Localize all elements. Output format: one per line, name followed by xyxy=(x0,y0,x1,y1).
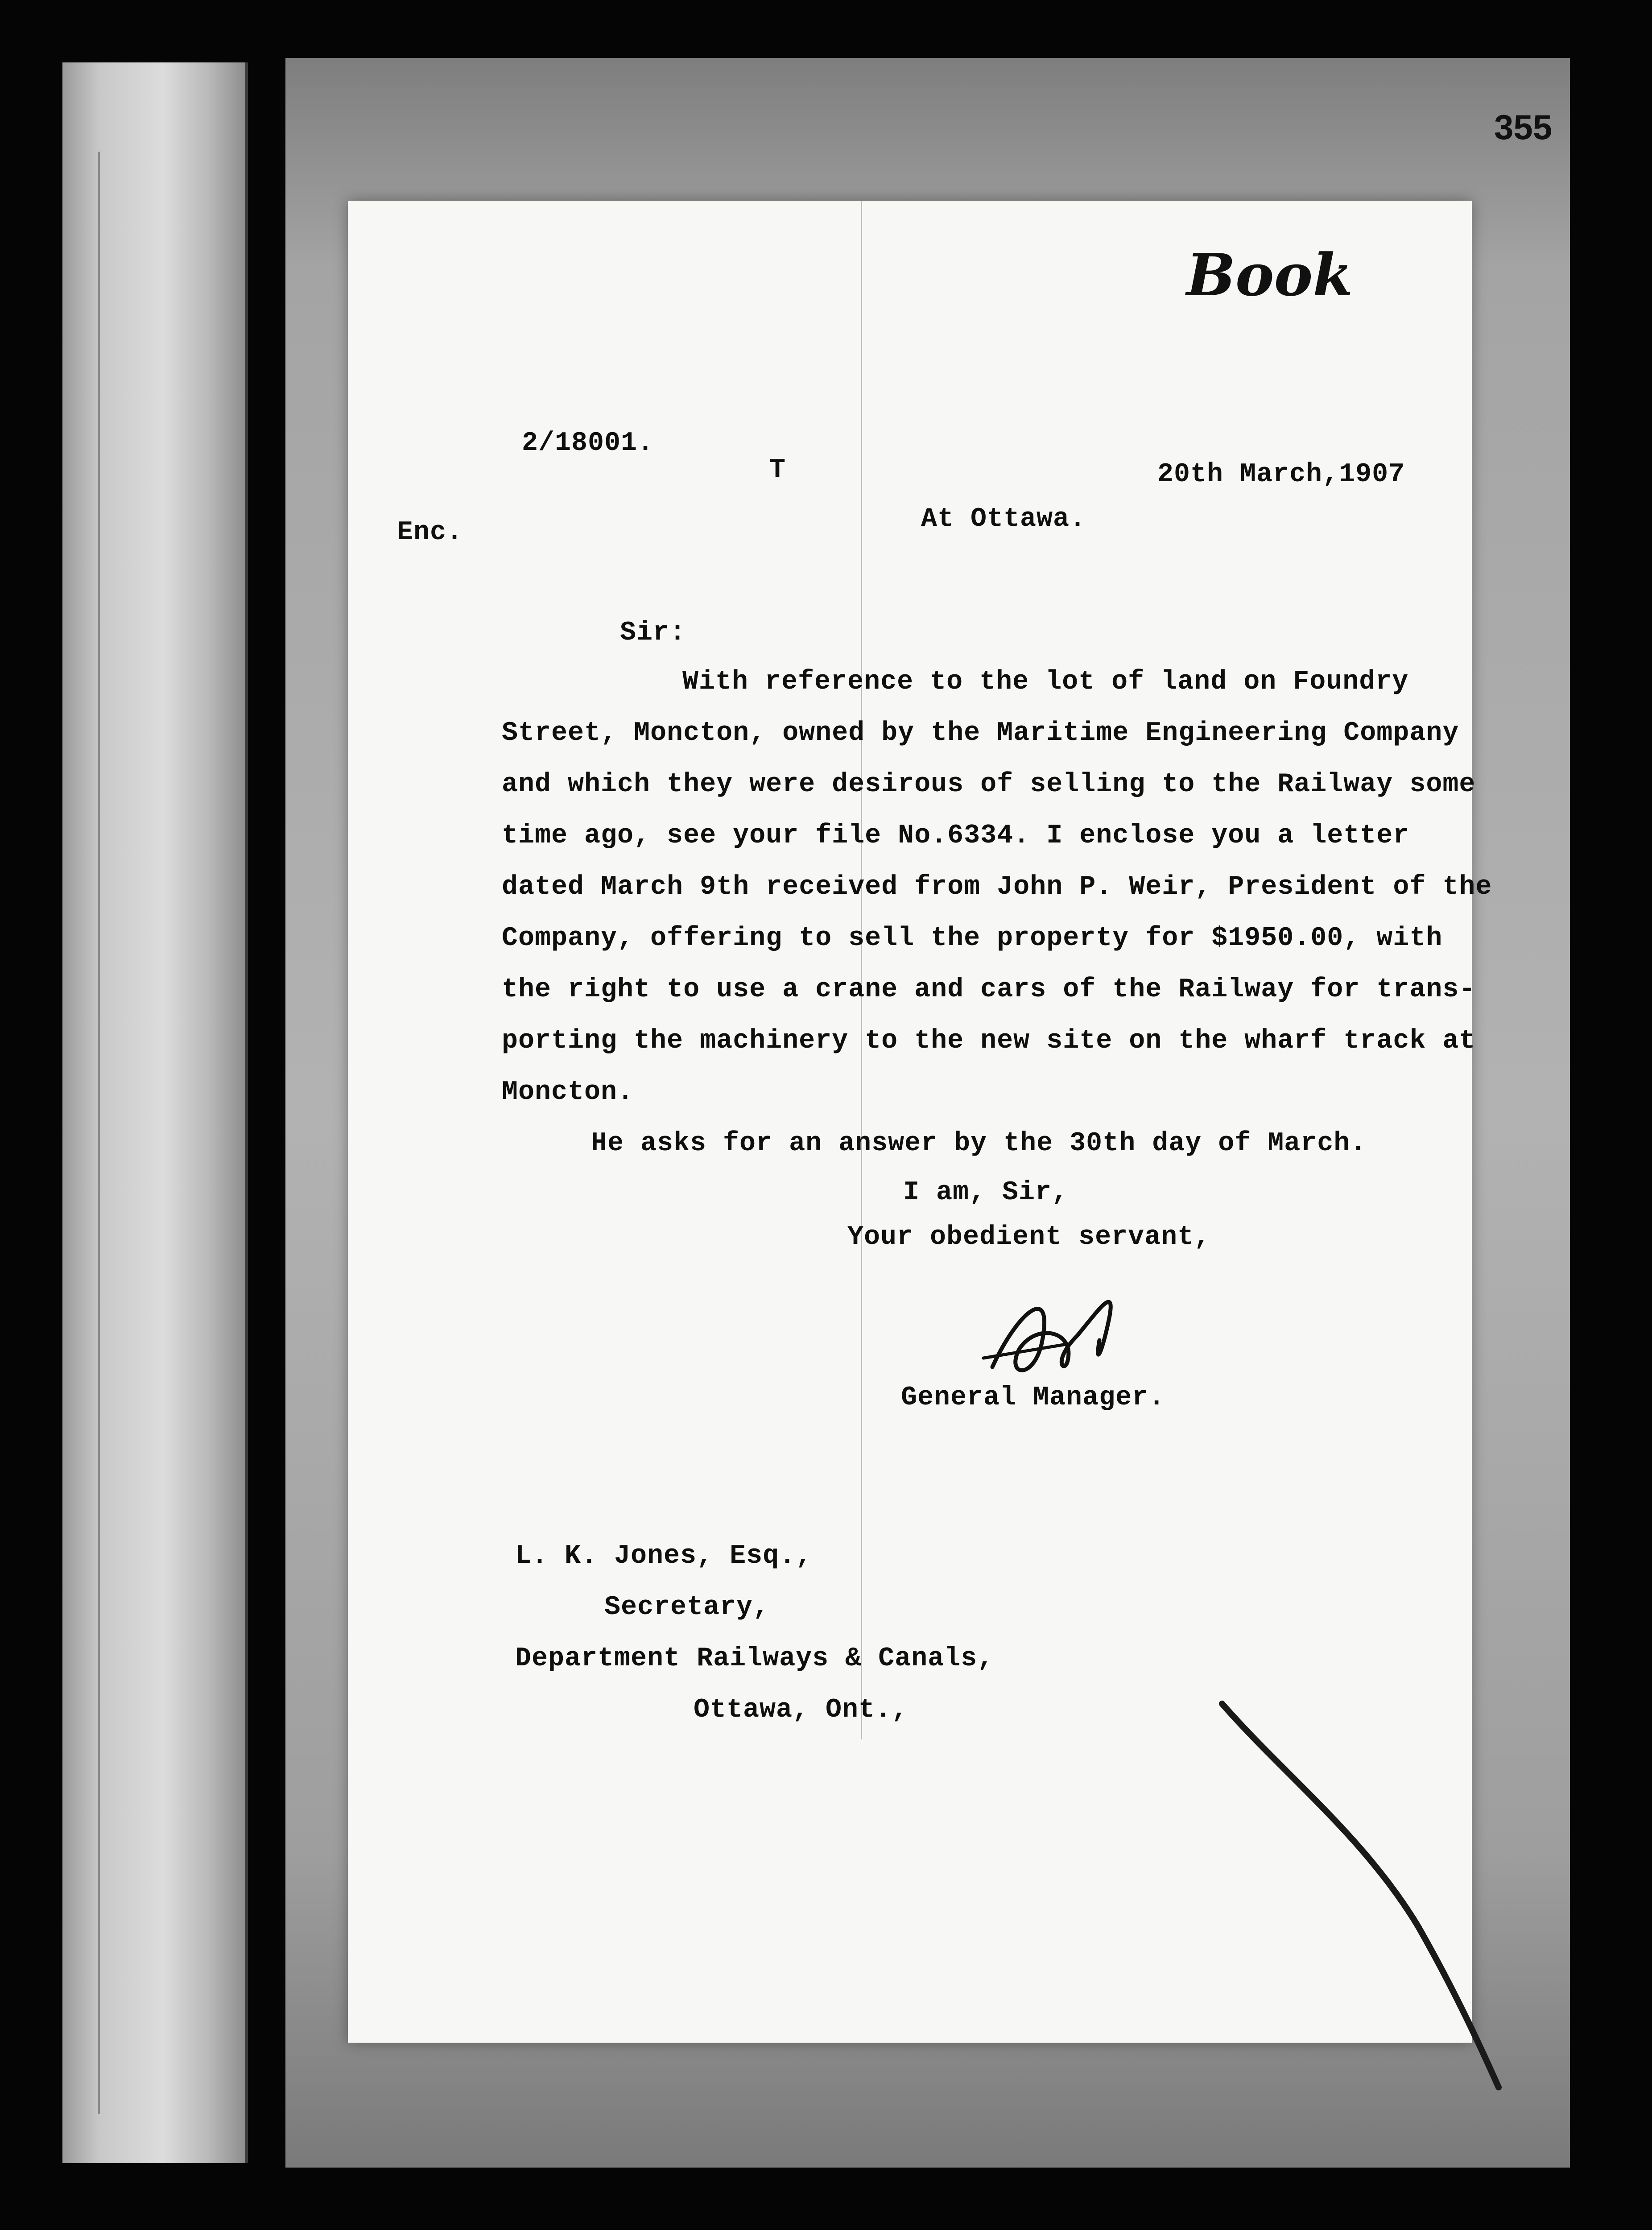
binding-seam xyxy=(98,152,100,2114)
body-line: Moncton. xyxy=(502,1077,634,1107)
page-number: 355 xyxy=(1494,107,1553,147)
body-line: With reference to the lot of land on Foundry xyxy=(682,667,1409,697)
body-line: porting the machinery to the new site on the wharf track at xyxy=(502,1026,1476,1056)
body-line: dated March 9th received from John P. Weir, President of the xyxy=(502,872,1492,902)
body-line: the right to use a crane and cars of the Railway for trans- xyxy=(502,975,1476,1005)
addressee-line: Ottawa, Ont., xyxy=(694,1695,909,1725)
fold-line xyxy=(861,201,862,1739)
binding-strip xyxy=(62,62,248,2163)
addressee-line: L. K. Jones, Esq., xyxy=(515,1541,813,1571)
body-line: Street, Moncton, owned by the Maritime Engineering Company xyxy=(502,718,1459,748)
closing-line: I am, Sir, xyxy=(903,1177,1069,1208)
letter-mark: T xyxy=(769,455,786,485)
addressee-line: Department Railways & Canals, xyxy=(515,1644,994,1674)
body-line: and which they were desirous of selling to the Railway some xyxy=(502,769,1476,800)
letter-date: 20th March,1907 xyxy=(1157,459,1405,490)
closing-line: Your obedient servant, xyxy=(847,1222,1211,1252)
file-reference: 2/18001. xyxy=(522,428,654,458)
addressee-line: Secretary, xyxy=(604,1592,770,1623)
second-paragraph: He asks for an answer by the 30th day of March. xyxy=(591,1128,1367,1159)
signature-mark xyxy=(966,1255,1180,1398)
handwritten-annotation: Book xyxy=(1186,241,1353,309)
signatory-title: General Manager. xyxy=(901,1383,1165,1413)
body-line: Company, offering to sell the property for $1950.00, with xyxy=(502,923,1443,954)
body-line: time ago, see your file No.6334. I enclose you a letter xyxy=(502,821,1410,851)
enclosure-note: Enc. xyxy=(397,517,463,548)
salutation: Sir: xyxy=(620,618,686,648)
letter-place: At Ottawa. xyxy=(921,504,1086,534)
pen-stroke-mark xyxy=(1204,1695,1516,2096)
